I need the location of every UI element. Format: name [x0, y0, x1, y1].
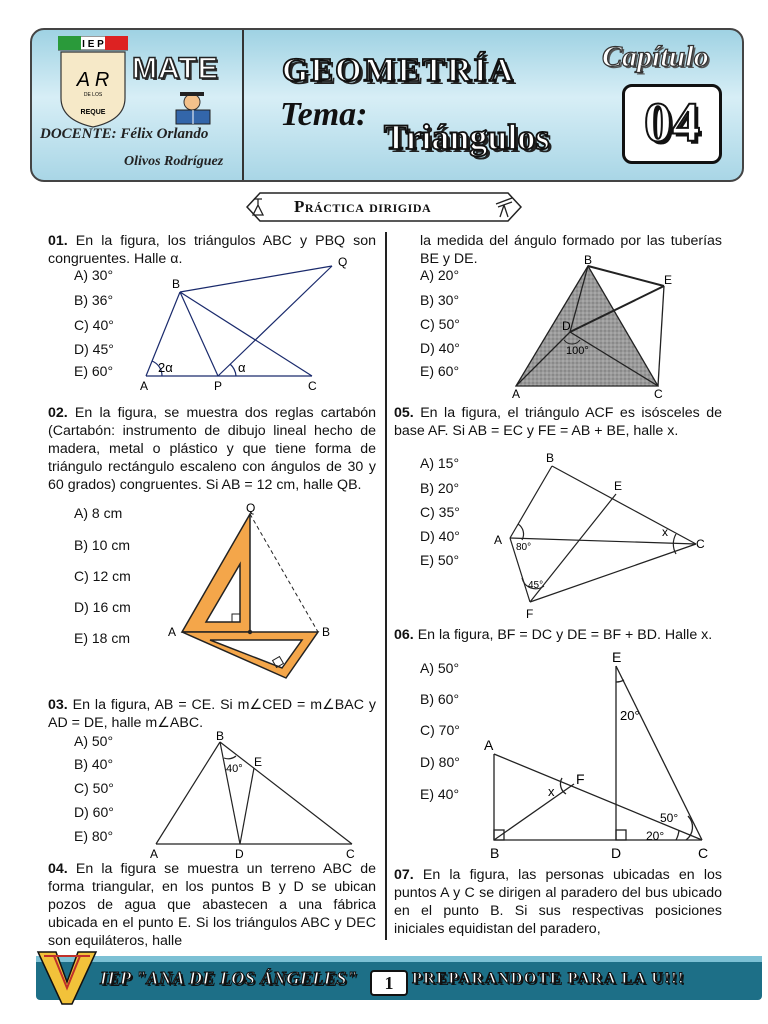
option-e: E) 18 cm	[74, 630, 131, 646]
question-number: 06.	[394, 627, 414, 643]
school-logo	[58, 36, 128, 128]
option-a: A) 50°	[74, 733, 114, 749]
fig-angle-50: 50°	[660, 811, 679, 825]
question-text: En la figura, los triángulos ABC y PBQ son congruentes. Halle α.	[48, 233, 376, 267]
fig-label-q: Q	[246, 501, 256, 515]
question-02	[48, 404, 376, 494]
figure-q4	[504, 254, 680, 400]
logo-initials: A R	[76, 69, 110, 91]
fig-angle-40: 40°	[226, 763, 243, 775]
figure-q3	[146, 728, 362, 860]
fig-label-q: Q	[338, 255, 348, 269]
student-reading-icon	[168, 88, 218, 128]
question-number: 04.	[48, 861, 68, 877]
question-04-continued: la medida del ángulo formado por las tuberías BE y DE.	[420, 233, 722, 267]
question-number: 07.	[394, 867, 414, 883]
topic-title: Triángulos	[384, 117, 550, 157]
fig-label-c: C	[346, 847, 355, 860]
option-d: D) 40°	[420, 340, 460, 356]
fig-label-a: A	[168, 625, 177, 639]
fig-label-d: D	[235, 847, 244, 860]
fig-label-d: D	[562, 319, 571, 333]
fig-label-c: C	[654, 387, 663, 400]
practice-banner-title: Práctica dirigida	[294, 197, 432, 216]
teacher-name-first: Félix Orlando	[120, 126, 209, 142]
course-title: GEOMETRÍA	[282, 52, 516, 89]
option-e: E) 50°	[420, 552, 460, 568]
question-text: En la figura, BF = DC y DE = BF + BD. Halle x.	[417, 627, 713, 643]
logo-iep: I E P	[82, 39, 104, 50]
fig-label-e: E	[664, 273, 673, 287]
logo-bottom-text: REQUE	[80, 109, 106, 116]
option-d: D) 80°	[420, 754, 460, 770]
option-b: B) 60°	[420, 691, 460, 707]
question-text: En la figura, las personas ubicadas en los puntos A y C se dirigen al paradero del bus ubicado en el punto B. Si sus respectivas posiciones iniciales equidistan del paradero,	[394, 867, 722, 937]
option-c: C) 50°	[420, 316, 460, 332]
fig-label-a: A	[512, 387, 521, 400]
fig-label-e: E	[254, 755, 263, 769]
question-03	[48, 696, 376, 732]
option-e: E) 60°	[420, 363, 460, 379]
fig-angle-x: x	[548, 784, 555, 799]
question-04	[48, 860, 376, 950]
option-e: E) 40°	[420, 786, 460, 802]
fig-angle-x: x	[662, 525, 668, 539]
column-divider	[385, 232, 387, 940]
fig-label-b: B	[216, 729, 225, 743]
chapter-number: 04	[644, 92, 700, 154]
fig-angle-20-bottom: 20°	[646, 829, 665, 843]
option-c: C) 40°	[74, 317, 114, 333]
footer-v-logo-icon	[36, 948, 98, 1006]
option-b: B) 36°	[74, 292, 114, 308]
fig-label-a: A	[494, 533, 503, 547]
teacher-name-last: Olivos Rodríguez	[124, 154, 224, 169]
fig-label-b: B	[546, 451, 555, 465]
question-number: 02.	[48, 405, 68, 421]
option-a: A) 30°	[74, 267, 114, 283]
question-text: En la figura, se muestra dos reglas cartabón (Cartabón: instrumento de dibujo lineal hecho de madera, metal o plástico y que tiene forma de triángulo rectángulo escaleno con ángulos de 30 y 60 grados) congruentes. Si AB = 12 cm, halle QB.	[48, 405, 376, 493]
fig-label-c: C	[308, 379, 317, 393]
question-number: 01.	[48, 233, 68, 249]
fig-label-b: B	[490, 845, 500, 861]
option-a: A) 50°	[420, 660, 460, 676]
option-b: B) 20°	[420, 480, 460, 496]
question-number: 05.	[394, 405, 414, 421]
figure-q5	[490, 450, 712, 622]
footer-school-name: IEP "ANA DE LOS ÁNGELES"	[100, 968, 358, 988]
question-06	[394, 626, 722, 644]
fig-label-f: F	[576, 771, 585, 787]
fig-label-b: B	[172, 277, 181, 291]
question-05	[394, 404, 722, 440]
tema-label: Tema:	[280, 96, 368, 133]
logo-small-text: DE LOS	[83, 92, 103, 98]
option-e: E) 80°	[74, 828, 114, 844]
fig-label-a: A	[150, 847, 159, 860]
fig-label-c: C	[696, 537, 705, 551]
fig-label-b: B	[322, 625, 331, 639]
question-number: 03.	[48, 697, 68, 713]
fig-label-a: A	[140, 379, 149, 393]
subject-badge: MATE	[132, 52, 219, 85]
option-e: E) 60°	[74, 363, 114, 379]
fig-label-e: E	[612, 649, 622, 665]
option-b: B) 30°	[420, 292, 460, 308]
fig-label-e: E	[614, 479, 623, 493]
chapter-label: Capítulo	[602, 40, 709, 73]
option-c: C) 50°	[74, 780, 114, 796]
teacher-label-line	[40, 126, 208, 143]
page-header	[30, 28, 744, 182]
fig-angle-alpha: α	[238, 360, 246, 375]
fig-label-c: C	[698, 845, 709, 861]
option-c: C) 35°	[420, 504, 460, 520]
option-b: B) 10 cm	[74, 537, 131, 553]
option-d: D) 40°	[420, 528, 460, 544]
page-number: 1	[370, 970, 408, 996]
fig-angle-45: 45°	[528, 580, 544, 591]
fig-angle-20-top: 20°	[620, 708, 640, 723]
option-d: D) 60°	[74, 804, 114, 820]
teacher-label: DOCENTE:	[40, 126, 117, 142]
option-d: D) 16 cm	[74, 599, 131, 615]
option-d: D) 45°	[74, 341, 114, 357]
fig-label-b: B	[584, 254, 593, 267]
chapter-box	[622, 84, 722, 164]
footer-stripe	[36, 956, 762, 962]
question-text: En la figura, AB = CE. Si m∠CED = m∠BAC y AD = DE, halle m∠ABC.	[48, 697, 376, 731]
option-a: A) 8 cm	[74, 505, 123, 521]
header-divider	[242, 30, 244, 180]
fig-label-f: F	[526, 607, 534, 621]
fig-angle-2alpha: 2α	[158, 360, 173, 375]
question-07	[394, 866, 722, 938]
question-text: En la figura se muestra un terreno ABC de forma triangular, en los puntos B y D se ubican pozos de agua que abastecen a una fábrica ubicada en el punto E. Si los triángulos ABC y DEC son equiláteros, halle	[48, 861, 376, 949]
fig-label-p: P	[214, 379, 223, 393]
fig-label-a: A	[484, 737, 494, 753]
footer-slogan: PREPARANDOTE PARA LA U!!!	[412, 970, 685, 987]
option-c: C) 12 cm	[74, 568, 131, 584]
figure-q6	[476, 646, 716, 864]
fig-label-d: D	[611, 845, 622, 861]
option-b: B) 40°	[74, 756, 114, 772]
figure-q2	[166, 500, 346, 684]
fig-angle-100: 100°	[566, 345, 589, 357]
option-a: A) 15°	[420, 455, 460, 471]
option-a: A) 20°	[420, 267, 460, 283]
option-c: C) 70°	[420, 722, 460, 738]
fig-angle-80: 80°	[516, 542, 532, 553]
question-text: En la figura, el triángulo ACF es isósceles de base AF. Si AB = EC y FE = AB + BE, halle x.	[394, 405, 722, 439]
figure-q1	[132, 252, 362, 394]
